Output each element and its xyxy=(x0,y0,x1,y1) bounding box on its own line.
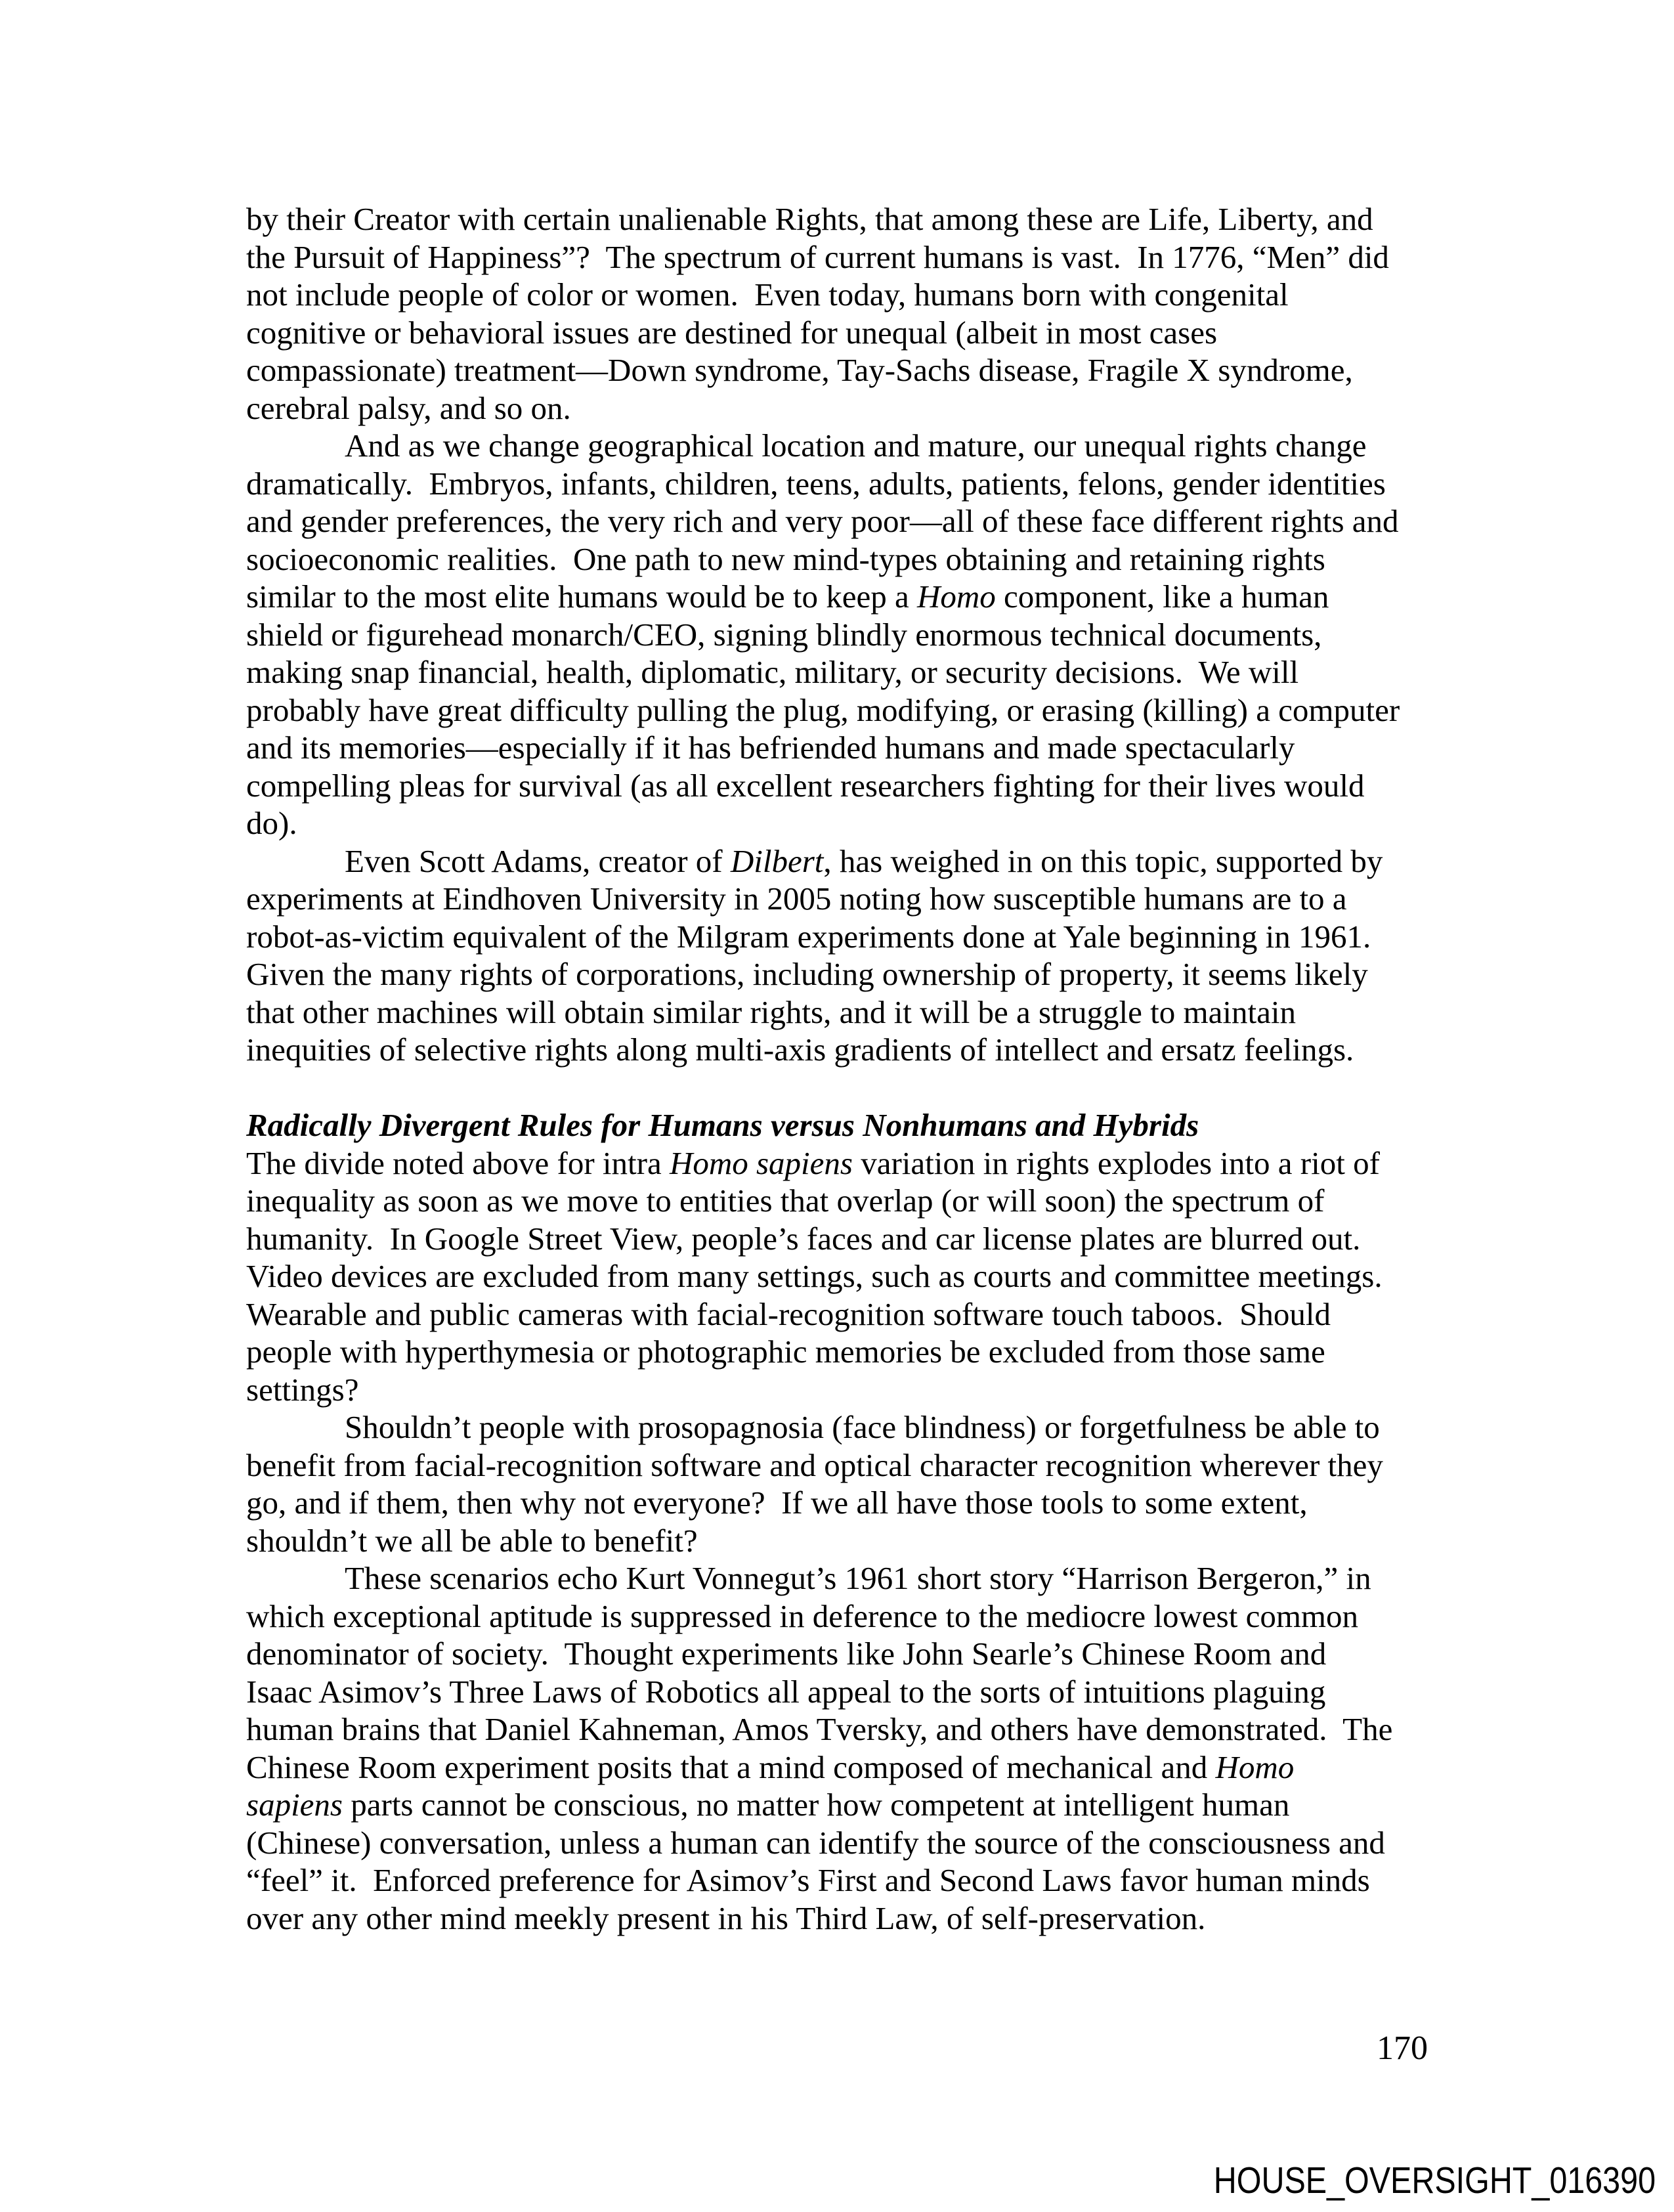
text-line: experiments at Eindhoven University in 2005 noting how susceptible humans are to a xyxy=(246,880,1347,917)
text-line: These scenarios echo Kurt Vonnegut’s 1961 short story “Harrison Bergeron,” in xyxy=(345,1560,1371,1596)
text-line: do). xyxy=(246,805,297,841)
text-line: cerebral palsy, and so on. xyxy=(246,389,571,426)
paragraph-5 xyxy=(246,1408,1434,1559)
text-line: which exceptional aptitude is suppressed in deference to the mediocre lowest common xyxy=(246,1597,1359,1634)
page-number: 170 xyxy=(1377,2029,1428,2067)
section-heading xyxy=(246,1106,1434,1144)
paragraph-2 xyxy=(246,427,1434,842)
text-line: compassionate) treatment—Down syndrome, Tay-Sachs disease, Fragile X syndrome, xyxy=(246,352,1353,388)
text-line: robot-as-victim equivalent of the Milgram experiments done at Yale beginning in 1961. xyxy=(246,918,1371,955)
text-line: the Pursuit of Happiness”? The spectrum of current humans is vast. In 1776, “Men” did xyxy=(246,238,1389,275)
text-line: Even Scott Adams, creator of Dilbert, has weighed in on this topic, supported by xyxy=(345,842,1383,879)
text-line: dramatically. Embryos, infants, children, teens, adults, patients, felons, gender identities xyxy=(246,465,1386,502)
text-line: inequality as soon as we move to entities that overlap (or will soon) the spectrum of xyxy=(246,1182,1325,1219)
text-line: socioeconomic realities. One path to new mind-types obtaining and retaining rights xyxy=(246,540,1325,577)
text-line: Wearable and public cameras with facial-recognition software touch taboos. Should xyxy=(246,1295,1331,1332)
paragraph-1 xyxy=(246,200,1434,427)
text-line: not include people of color or women. Even today, humans born with congenital xyxy=(246,276,1289,313)
text-line: Shouldn’t people with prosopagnosia (face blindness) or forgetfulness be able to xyxy=(345,1409,1380,1445)
text-line: similar to the most elite humans would be to keep a Homo component, like a human xyxy=(246,578,1329,615)
text-line: and gender preferences, the very rich and very poor—all of these face different rights and xyxy=(246,503,1399,539)
text-line: benefit from facial-recognition software and optical character recognition wherever they xyxy=(246,1446,1383,1483)
bates-stamp: HOUSE_OVERSIGHT_016390 xyxy=(1213,2159,1656,2201)
text-line: Video devices are excluded from many settings, such as courts and committee meetings. xyxy=(246,1258,1383,1294)
text-line: “feel” it. Enforced preference for Asimov’s First and Second Laws favor human minds xyxy=(246,1862,1370,1898)
body-text xyxy=(246,200,1434,1937)
text-line: sapiens parts cannot be conscious, no matter how competent at intelligent human xyxy=(246,1787,1290,1823)
text-line: go, and if them, then why not everyone? If we all have those tools to some extent, xyxy=(246,1485,1308,1521)
text-line: and its memories—especially if it has befriended humans and made spectacularly xyxy=(246,729,1295,766)
text-line: making snap financial, health, diplomatic, military, or security decisions. We will xyxy=(246,654,1299,690)
paragraph-4 xyxy=(246,1144,1434,1409)
text-line: compelling pleas for survival (as all excellent researchers fighting for their lives would xyxy=(246,767,1365,804)
text-line: shouldn’t we all be able to benefit? xyxy=(246,1522,698,1559)
text-line: people with hyperthymesia or photographic memories be excluded from those same xyxy=(246,1334,1325,1370)
text-line: denominator of society. Thought experiments like John Searle’s Chinese Room and xyxy=(246,1636,1327,1672)
text-line: over any other mind meekly present in his Third Law, of self-preservation. xyxy=(246,1899,1206,1936)
text-line: settings? xyxy=(246,1371,359,1408)
paragraph-3 xyxy=(246,842,1434,1069)
text-line: by their Creator with certain unalienable Rights, that among these are Life, Liberty, and xyxy=(246,201,1373,237)
text-line: cognitive or behavioral issues are destined for unequal (albeit in most cases xyxy=(246,314,1218,351)
text-line: Isaac Asimov’s Three Laws of Robotics all appeal to the sorts of intuitions plaguing xyxy=(246,1673,1326,1710)
paragraph-6 xyxy=(246,1559,1434,1937)
text-line: The divide noted above for intra Homo sapiens variation in rights explodes into a riot of xyxy=(246,1144,1380,1181)
text-line: human brains that Daniel Kahneman, Amos Tversky, and others have demonstrated. The xyxy=(246,1711,1393,1747)
text-line: inequities of selective rights along multi-axis gradients of intellect and ersatz feelings. xyxy=(246,1031,1354,1068)
text-line: (Chinese) conversation, unless a human can identify the source of the consciousness and xyxy=(246,1824,1385,1861)
text-line: Given the many rights of corporations, including ownership of property, it seems likely xyxy=(246,956,1368,992)
text-line: Radically Divergent Rules for Humans versus Nonhumans and Hybrids xyxy=(246,1107,1199,1143)
text-line: probably have great difficulty pulling the plug, modifying, or erasing (killing) a computer xyxy=(246,691,1400,728)
text-line: shield or figurehead monarch/CEO, signing blindly enormous technical documents, xyxy=(246,616,1322,653)
text-line: And as we change geographical location and mature, our unequal rights change xyxy=(345,427,1367,464)
text-line: humanity. In Google Street View, people’s faces and car license plates are blurred out. xyxy=(246,1220,1361,1257)
text-line: that other machines will obtain similar rights, and it will be a struggle to maintain xyxy=(246,993,1296,1030)
text-line: Chinese Room experiment posits that a mind composed of mechanical and Homo xyxy=(246,1748,1295,1785)
